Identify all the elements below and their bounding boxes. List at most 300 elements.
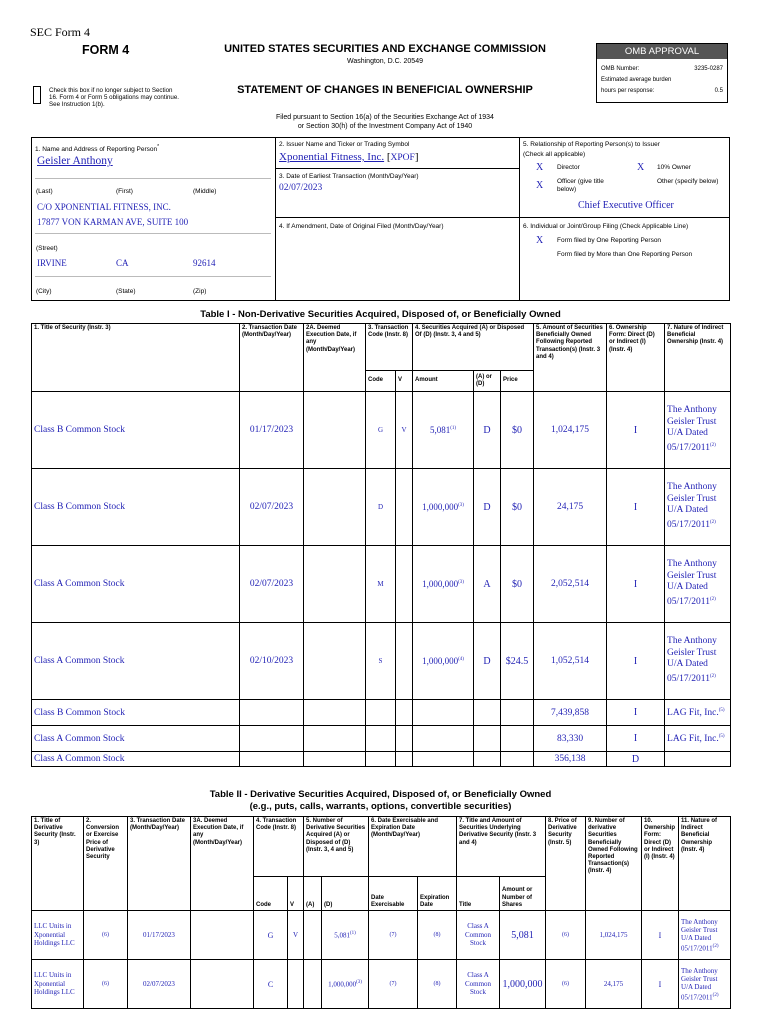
nature-of-ownership-text: LAG Fit, Inc. [667,708,719,719]
nature-footnote: (2) [712,992,719,998]
relationship-label: 5. Relationship of Reporting Person(s) to Issuer [523,141,660,148]
price-text: $0 [512,501,523,513]
transaction-code-text: G [377,426,384,434]
acquired-disposed [474,546,501,623]
nature-footnote: (2) [709,596,716,602]
amount-text: 1,000,000 [422,579,459,589]
t2-header-exercisable: 6. Date Exercisable and Expiration Date (Month/Day/Year) [369,817,457,877]
ownership-form-text: I [633,501,638,513]
disposed-footnote: (3) [356,979,362,985]
ticker-open-bracket: [ [386,151,391,163]
table-row [32,911,731,960]
divider [275,137,276,301]
table-row [32,469,731,546]
omb-hours-value: 0.5 [714,88,723,94]
deemed-date [304,726,366,752]
nature-of-ownership-text: The Anthony Geisler Trust U/A Dated 05/17/2011 [667,636,717,685]
deemed-date [191,911,254,960]
t2-sub-shares: Amount or Number of Shares [500,877,546,911]
nature-footnote: (5) [718,734,725,740]
security-title-text: Class A Common Stock [34,656,125,666]
transaction-code-text: M [377,580,384,588]
t2-sub-v: V [288,877,304,911]
nature-of-ownership-text: The Anthony Geisler Trust U/A Dated 05/17/2011 [667,482,717,531]
one-person-label: Form filed by One Reporting Person [557,237,662,244]
derivative-title [32,960,84,1009]
amount-owned [534,469,607,546]
reporting-person-label-mark: * [157,144,160,150]
amount-footnote: (1) [450,426,457,431]
t2-sub-title: Title [457,877,500,911]
ownership-form-text: I [633,707,638,718]
table2-title [31,789,730,813]
table-row [32,392,731,469]
v-flag [396,700,413,726]
t2-header-underlying: 7. Title and Amount of Securities Underlying Derivative Security (Instr. 3 and 4) [457,817,546,877]
amount [413,392,474,469]
deemed-date [304,700,366,726]
table2-title-line-1: Table II - Derivative Securities Acquired, Disposed of, or Beneficially Owned [209,789,552,800]
amount-owned-text: 24,175 [556,502,584,512]
form-title: FORM 4 [82,43,130,57]
price [501,392,534,469]
transaction-date-text: 02/10/2023 [249,656,294,666]
v-flag [396,392,413,469]
statement-title: STATEMENT OF CHANGES IN BENEFICIAL OWNERSHIP [237,84,533,96]
section16-checkbox[interactable] [33,86,41,104]
ownership-form [642,960,679,1009]
derivative-title [32,911,84,960]
derivative-price-text: (6) [562,981,570,987]
nature-of-ownership [679,960,731,1009]
separator [35,178,271,179]
filed-line-2: or Section 30(h) of the Investment Company Act of 1940 [297,123,473,130]
transaction-date-text: 01/17/2023 [249,425,294,435]
one-person-mark[interactable]: X [536,235,544,246]
t1-header-form: 6. Ownership Form: Direct (D) or Indirect (I) (Instr. 4) [607,324,665,392]
separator [35,233,271,234]
amount-owned-text: 356,138 [554,754,586,764]
agency-name: UNITED STATES SECURITIES AND EXCHANGE COMMISSION [224,43,546,55]
price [501,546,534,623]
amount-owned [534,726,607,752]
transaction-date-text: 02/07/2023 [143,980,175,988]
amount-text: 5,081 [429,425,451,435]
omb-approval-title: OMB APPROVAL [597,44,727,59]
table-row [32,546,731,623]
price [501,726,534,752]
amount-owned [534,546,607,623]
omb-number-label: OMB Number: [601,66,640,72]
transaction-code [366,392,396,469]
table2 [31,816,731,1009]
transaction-date [240,469,304,546]
conversion-price [84,911,128,960]
ownership-form [607,546,665,623]
issuer-ticker: XPOF [390,153,415,163]
filed-pursuant [195,113,575,131]
security-title-text: Class B Common Stock [34,707,126,718]
ownership-form [607,392,665,469]
omb-burden-row [601,77,723,83]
v-flag [396,726,413,752]
t2-header-number: 5. Number of Derivative Securities Acquired (A) or Disposed of (D) (Instr. 3, 4 and 5) [304,817,369,877]
price [501,623,534,700]
v-flag [288,911,304,960]
middle-label: (Middle) [193,188,217,195]
omb-number-value: 3235-0287 [694,66,723,72]
t2-sub-a: (A) [304,877,322,911]
v-flag [396,623,413,700]
acquired-disposed [474,392,501,469]
omb-number-row [601,66,723,72]
disposed-d-text: 1,000,000 [328,980,357,989]
acquired-a [304,911,322,960]
transaction-date [240,623,304,700]
price-text: $0 [512,578,523,590]
transaction-code [366,546,396,623]
derivative-price [546,911,586,960]
underlying-shares [500,911,546,960]
more-persons-label: Form filed by More than One Reporting Person [557,251,693,258]
amount [413,546,474,623]
nature-of-ownership [665,546,731,623]
reporting-person-label [35,143,159,154]
deemed-date [304,469,366,546]
date-exercisable [369,960,418,1009]
amount-owned [586,960,642,1009]
officer-label: Officer (give title below) [557,178,604,193]
deemed-date [304,392,366,469]
ownership-form [607,700,665,726]
sec-form-label: SEC Form 4 [30,25,91,39]
security-title [32,700,240,726]
nature-of-ownership-text: The Anthony Geisler Trust U/A Dated 05/17/2011 [681,917,718,953]
last-label: (Last) [36,188,53,195]
t2-sub-d: (D) [322,877,369,911]
omb-hours-label: hours per response: [601,88,655,94]
address-line-1: C/O XPONENTIAL FITNESS, INC. [37,202,171,212]
divider [519,137,520,301]
acquired-disposed [474,700,501,726]
amount-owned-text: 83,330 [556,733,584,744]
v-flag [396,469,413,546]
amount-text: 1,000,000 [422,656,459,666]
underlying-title [457,960,500,1009]
transaction-date [240,752,304,767]
deemed-date [304,546,366,623]
state-label: (State) [116,288,136,295]
amendment-label: 4. If Amendment, Date of Original Filed (Month/Day/Year) [279,223,444,230]
security-title [32,726,240,752]
acquired-disposed [474,623,501,700]
expiration-date [418,911,457,960]
t2-header-title: 1. Title of Derivative Security (Instr. 3) [32,817,84,911]
ownership-form-text: I [633,655,638,667]
security-title-text: Class A Common Stock [34,733,125,744]
amount-owned-text: 1,024,175 [599,931,628,939]
nature-of-ownership-text: The Anthony Geisler Trust U/A Dated 05/17/2011 [667,405,717,454]
table-row [32,726,731,752]
omb-burden-label: Estimated average burden [601,77,672,83]
t1-header-nature: 7. Nature of Indirect Beneficial Ownership (Instr. 4) [665,324,731,392]
security-title [32,623,240,700]
transaction-date-text: 02/07/2023 [249,579,294,589]
divider [275,217,520,218]
acquired-disposed [474,469,501,546]
divider [275,168,520,169]
section16-checkbox-label: Check this box if no longer subject to Section 16. Form 4 or Form 5 obligations may continue. See Instruction 1(b). [49,87,179,109]
disposed-footnote: (1) [349,930,356,936]
price [501,700,534,726]
transaction-code-text: S [378,657,383,665]
security-title-text: Class B Common Stock [34,502,126,512]
security-title [32,546,240,623]
ownership-form [607,623,665,700]
transaction-code [366,752,396,767]
t2-header-nature: 11. Nature of Indirect Beneficial Ownership (Instr. 4) [679,817,731,911]
underlying-shares-text: 1,000,000 [502,978,543,990]
underlying-title-text: Class A Common Stock [464,971,492,997]
amount-footnote: (4) [458,657,464,662]
security-title [32,752,240,767]
t1-sub-price: Price [501,371,534,392]
city-label: (City) [36,288,52,295]
conversion-price-text: (6) [102,932,109,938]
price-text: $24.5 [505,655,529,667]
security-title-text: Class A Common Stock [34,754,125,764]
table-row [32,623,731,700]
relationship-label-2: (Check all applicable) [523,151,586,158]
price [501,469,534,546]
t2-header-price: 8. Price of Derivative Security (Instr. 5) [546,817,586,911]
underlying-shares [500,960,546,1009]
t2-sub-exercisable: Date Exercisable [369,877,418,911]
director-label: Director [557,164,580,171]
transaction-date-text: 01/17/2023 [143,931,175,939]
t2-sub-code: Code [254,877,288,911]
ownership-form-text: I [658,979,662,989]
transaction-date [240,726,304,752]
deemed-date [304,752,366,767]
transaction-code [366,469,396,546]
amount [413,700,474,726]
v-flag-text: V [401,426,407,434]
acquired-disposed [474,726,501,752]
t1-sub-code: Code [366,371,396,392]
nature-footnote: (2) [709,519,716,525]
officer-title: Chief Executive Officer [578,200,674,211]
transaction-date [240,392,304,469]
amount-owned [534,700,607,726]
transaction-code-text: D [377,503,384,511]
nature-footnote: (2) [712,943,719,949]
date-exercisable-text: (7) [389,981,397,987]
deemed-date [304,623,366,700]
t1-header-code: 3. Transaction Code (Instr. 8) [366,324,413,371]
table2-body [32,911,731,1009]
v-flag [396,752,413,767]
nature-of-ownership [665,623,731,700]
zip-value: 92614 [193,258,216,268]
security-title [32,392,240,469]
underlying-title [457,911,500,960]
ownership-form-text: I [633,733,638,744]
nature-of-ownership-text: The Anthony Geisler Trust U/A Dated 05/17/2011 [667,559,717,608]
transaction-code-text: G [267,930,274,940]
transaction-date-text: 02/07/2023 [249,502,294,512]
table-row [32,960,731,1009]
v-flag [396,546,413,623]
omb-approval-box [596,43,728,103]
disposed-d [322,911,369,960]
ten-percent-owner-mark[interactable]: X [637,162,645,173]
table2-title-line-2: (e.g., puts, calls, warrants, options, convertible securities) [249,801,512,812]
amount [413,469,474,546]
amount [413,752,474,767]
acquired-disposed-text: D [483,424,491,436]
transaction-code [366,726,396,752]
officer-mark[interactable]: X [536,180,544,191]
amount [413,726,474,752]
transaction-date [128,911,191,960]
date-exercisable-text: (7) [389,932,397,938]
transaction-code [254,960,288,1009]
derivative-price-text: (6) [562,932,570,938]
director-mark[interactable]: X [536,162,544,173]
ownership-form [642,911,679,960]
price-text: $0 [512,424,523,436]
issuer-name-row [279,151,419,163]
ownership-form [607,469,665,546]
price [501,752,534,767]
security-title-text: Class B Common Stock [34,425,126,435]
state-value: CA [116,258,129,268]
filing-label: 6. Individual or Joint/Group Filing (Check Applicable Line) [523,223,689,230]
table1-title: Table I - Non-Derivative Securities Acquired, Disposed of, or Beneficially Owned [200,309,561,320]
transaction-date [240,546,304,623]
date-exercisable [369,911,418,960]
transaction-code-text: C [267,979,274,989]
t1-header-title: 1. Title of Security (Instr. 3) [32,324,240,392]
ownership-form [607,752,665,767]
table-row [32,752,731,767]
nature-of-ownership-text: The Anthony Geisler Trust U/A Dated 05/17/2011 [681,966,718,1002]
amount-owned [534,752,607,767]
t2-sub-expiration: Expiration Date [418,877,457,911]
conversion-price [84,960,128,1009]
expiration-date [418,960,457,1009]
omb-hours-row [601,88,723,94]
nature-of-ownership-text: LAG Fit, Inc. [667,734,719,745]
deemed-date [191,960,254,1009]
acquired-a [304,960,322,1009]
earliest-date-value: 02/07/2023 [279,183,323,193]
underlying-shares-text: 5,081 [511,929,534,941]
t1-sub-aord: (A) or (D) [474,371,501,392]
amount-text: 1,000,000 [422,502,459,512]
nature-of-ownership [665,752,731,767]
t1-header-date: 2. Transaction Date (Month/Day/Year) [240,324,304,392]
t1-header-deemed: 2A. Deemed Execution Date, if any (Month/Day/Year) [304,324,366,392]
security-title-text: Class A Common Stock [34,579,125,589]
nature-of-ownership [665,392,731,469]
t1-sub-v: V [396,371,413,392]
nature-footnote: (5) [718,708,725,714]
ownership-form [607,726,665,752]
amount-owned [534,623,607,700]
t2-header-form: 10. Ownership Form: Direct (D) or Indirect (I) (Instr. 4) [642,817,679,911]
derivative-title-text: LLC Units in Xponential Holdings LLC [34,971,75,997]
amount-owned [586,911,642,960]
v-flag [288,960,304,1009]
issuer-label: 2. Issuer Name and Ticker or Trading Symbol [279,141,410,148]
transaction-date [240,700,304,726]
disposed-d-text: 5,081 [334,931,350,940]
divider [519,217,730,218]
acquired-disposed [474,752,501,767]
acquired-disposed-text: D [483,655,491,667]
earliest-date-label: 3. Date of Earliest Transaction (Month/Day/Year) [279,173,419,180]
transaction-date [128,960,191,1009]
t2-header-owned: 9. Number of derivative Securities Beneficially Owned Following Reported Transaction(s) (Instr. 4) [586,817,642,911]
table1 [31,323,731,767]
t1-sub-amount: Amount [413,371,474,392]
filed-line-1: Filed pursuant to Section 16(a) of the Securities Exchange Act of 1934 [276,114,494,121]
nature-of-ownership [665,700,731,726]
t2-header-deemed: 3A. Deemed Execution Date, if any (Month/Day/Year) [191,817,254,911]
reporting-person-label-text: 1. Name and Address of Reporting Person [35,146,158,154]
amount-owned-text: 1,052,514 [551,656,590,666]
address-line-2: 17877 VON KARMAN AVE, SUITE 100 [37,217,189,227]
ownership-form-text: I [633,578,638,590]
t2-header-date: 3. Transaction Date (Month/Day/Year) [128,817,191,911]
other-label: Other (specify below) [657,178,719,185]
ticker-close-bracket: ] [414,151,419,163]
ownership-form-text: D [631,753,640,765]
t2-header-code: 4. Transaction Code (Instr. 8) [254,817,304,877]
amount-owned-text: 2,052,514 [551,579,590,589]
transaction-code [254,911,288,960]
nature-of-ownership [665,469,731,546]
amount-owned-text: 1,024,175 [551,425,590,435]
nature-footnote: (2) [709,673,716,679]
t2-header-conversion: 2. Conversion or Exercise Price of Derivative Security [84,817,128,911]
underlying-title-text: Class A Common Stock [464,922,492,948]
transaction-code [366,623,396,700]
issuer-name[interactable]: Xponential Fitness, Inc. [279,151,385,163]
table-row [32,700,731,726]
t1-header-owned: 5. Amount of Securities Beneficially Owned Following Reported Transaction(s) (Instr. 3 and 4) [534,324,607,392]
nature-of-ownership [665,726,731,752]
amount-owned-text: 24,175 [603,980,624,988]
city-value: IRVINE [37,258,67,268]
derivative-title-text: LLC Units in Xponential Holdings LLC [34,922,75,948]
expiration-date-text: (8) [433,932,441,938]
separator [35,276,271,277]
t1-header-acquired: 4. Securities Acquired (A) or Disposed Of (D) (Instr. 3, 4 and 5) [413,324,534,371]
zip-label: (Zip) [193,288,207,295]
table1-body [32,392,731,767]
amount-owned [534,392,607,469]
reporting-person-name[interactable]: Geisler Anthony [37,155,113,167]
street-label: (Street) [36,245,58,252]
ownership-form-text: I [633,424,638,436]
v-flag-text: V [292,931,299,939]
security-title [32,469,240,546]
amount-owned-text: 7,439,858 [551,707,590,718]
ten-percent-owner-label: 10% Owner [657,164,691,171]
